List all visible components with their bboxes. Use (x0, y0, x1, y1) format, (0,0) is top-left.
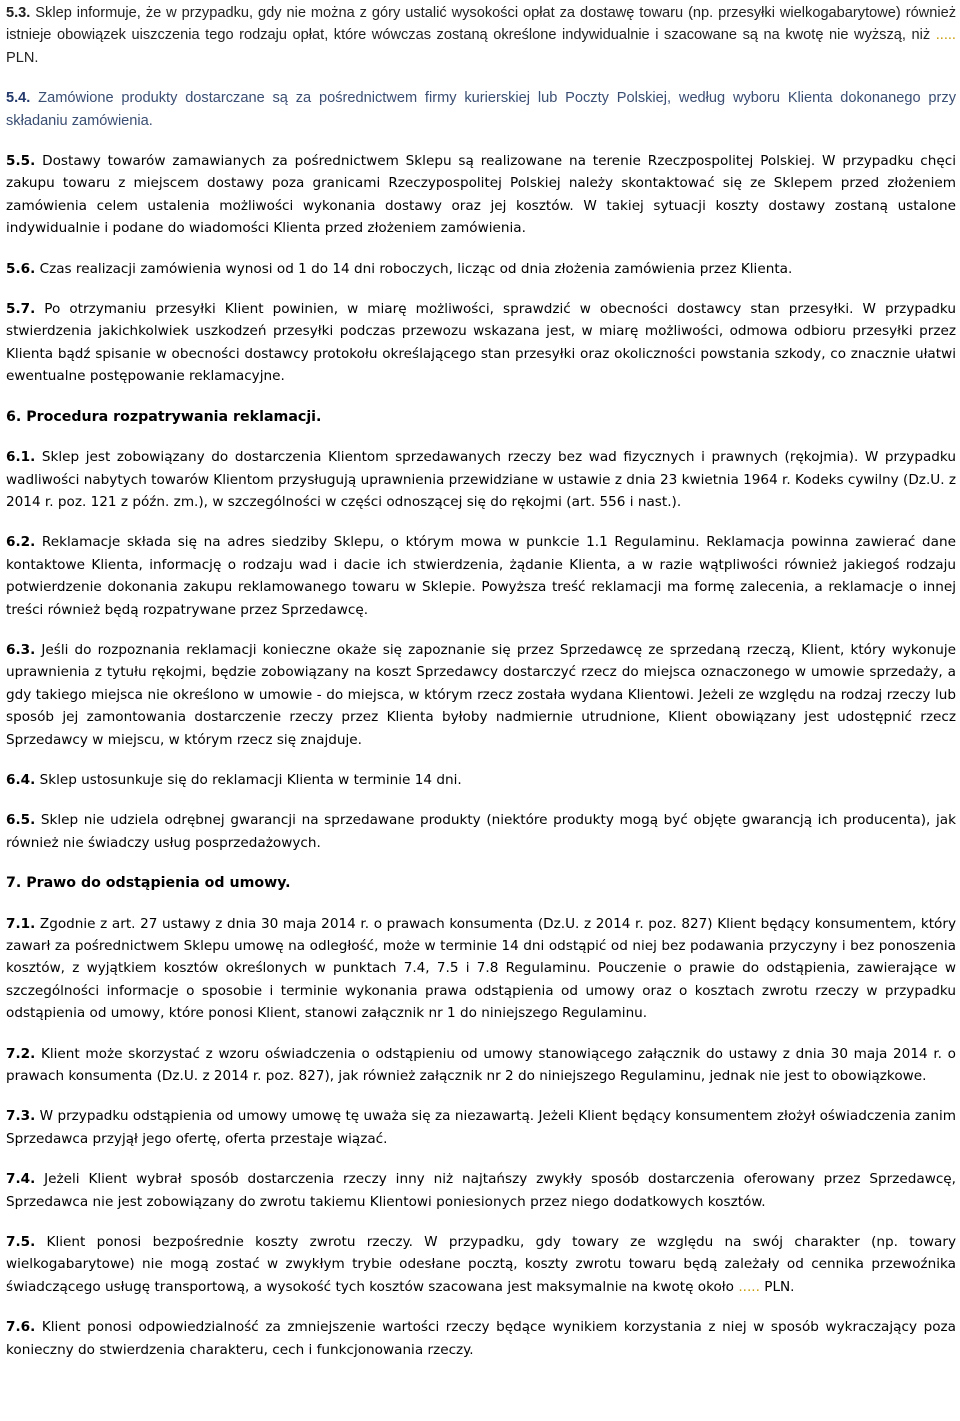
paragraph-text: Sklep nie udziela odrębnej gwarancji na sprzedawane produkty (niektóre produkty mogą być objęte gwarancją ich producenta), jak również nie świadczy usług posprzedażowych. (6, 812, 956, 851)
paragraph-5-6 (6, 258, 956, 280)
paragraph-5-5 (6, 150, 956, 240)
paragraph-text: Zgodnie z art. 27 ustawy z dnia 30 maja 2014 r. o prawach konsumenta (Dz.U. z 2014 r. poz. 827) Klient będący konsumentem, który zawarł za pośrednictwem Sklepu umowę na odległość, może w terminie 14 dni odstąpić od niej bez podawania przyczyny i bez ponoszenia kosztów, z wyjątkiem kosztów określonych w punktach 7.4, 7.5 i 7.8 Regulaminu. Pouczenie o prawie do odstąpienia, zawierające w szczególności informacje o sposobie i terminie wykonania prawa odstąpienia od umowy oraz o kosztach zwrotu rzeczy w przypadku odstąpienia od umowy, które ponosi Klient, stanowi załącznik nr 1 do niniejszego Regulaminu. (6, 915, 956, 1022)
section-heading-7: 7. Prawo do odstąpienia od umowy. (6, 875, 291, 892)
paragraph-text: Klient ponosi bezpośrednie koszty zwrotu rzeczy. W przypadku, gdy towary ze względu na swój charakter (np. towary wielkogabarytowe) nie mogą zostać w zwykłym trybie odesłane pocztą, koszty zwrotu towaru będą zależały od cennika przewoźnika świadczącego usługę transportową, a wysokość tych kosztów szacowana jest maksymalnie na kwotę około (6, 1234, 956, 1295)
paragraph-text: Sklep ustosunkuje się do reklamacji Klienta w terminie 14 dni. (35, 771, 462, 788)
paragraph-number: 7.2. (6, 1045, 36, 1062)
paragraph-number: 6.3. (6, 641, 36, 658)
paragraph-7-1 (6, 913, 956, 1025)
paragraph-6-4 (6, 769, 956, 791)
paragraph-text: Sklep jest zobowiązany do dostarczenia Klientom sprzedawanych rzeczy bez wad fizycznych i prawnych (rękojmia). W przypadku wadliwości nabytych towarów Klientom przysługują uprawnienia przewidziane w ustawie z dnia 23 kwietnia 1964 r. Kodeks cywilny (Dz.U. z 2014 r. poz. 121 z późn. zm.), w szczególności w części odnoszącej się do rękojmi (art. 556 i nast.). (6, 449, 956, 510)
paragraph-number: 6.1. (6, 449, 36, 466)
paragraph-7-3 (6, 1105, 956, 1150)
paragraph-text: Jeśli do rozpoznania reklamacji konieczne okaże się zapoznanie się przez Sprzedawcę ze sprzedaną rzeczą, Klient, który wykonuje uprawnienia z tytułu rękojmi, będzie zobowiązany na koszt Sprzedawcy dostarczyć rzecz do miejsca oznaczonego w umowie sprzedaży, a gdy takiego miejsca nie określono w umowie - do miejsca, w którym rzecz została wydana Klientowi. Jeżeli ze względu na rodzaj rzeczy lub sposób jej zamontowania dostarczenie rzeczy przez Klienta byłoby nadmiernie utrudnione, Klient obowiązany jest udostępnić rzecz Sprzedawcy w miejscu, w którym rzecz się znajduje. (6, 641, 956, 748)
paragraph-5-7 (6, 298, 956, 388)
paragraph-7-5 (6, 1231, 956, 1298)
paragraph-tail: PLN. (6, 49, 39, 66)
paragraph-number: 6.4. (6, 771, 36, 788)
paragraph-text: Reklamacje składa się na adres siedziby Sklepu, o którym mowa w punkcie 1.1 Regulaminu. Reklamacja powinna zawierać dane kontaktowe Klienta, informację o rodzaju wad i dacie ich stwierdzenia, żądanie Klienta, a w razie wątpliwości również jakiegoś rodzaju potwierdzenie dokonania zakupu reklamowanego towaru w Sklepie. Powyższa treść reklamacji ma formę zalecenia, a reklamacje o innej treści również będą rozpatrywane przez Sprzedawcę. (6, 534, 956, 618)
paragraph-number: 6.5. (6, 812, 36, 829)
paragraph-text: Sklep informuje, że w przypadku, gdy nie można z góry ustalić wysokości opłat za dostawę towaru (np. przesyłki wielkogabarytowe) również istnieje obowiązek uiszczenia tego rodzaju opłat, które wówczas zostaną określone indywidualnie i szacowane są na kwotę nie wyższą, niż (6, 5, 956, 44)
paragraph-number: 5.7. (6, 301, 36, 318)
paragraph-number: 5.5. (6, 153, 36, 170)
paragraph-number: 5.3. (6, 5, 31, 21)
paragraph-text: Dostawy towarów zamawianych za pośrednictwem Sklepu są realizowane na terenie Rzeczpospolitej Polskiej. W przypadku chęci zakupu towaru z miejscem dostawy poza granicami Rzeczypospolitej Polskiej należy skontaktować się ze Sklepem przed złożeniem zamówienia celem ustalenia możliwości wykonania dostawy oraz jej kosztów. W takiej sytuacji koszty dostawy zostaną ustalone indywidualnie i podane do wiadomości Klienta przed złożeniem zamówienia. (6, 153, 956, 237)
paragraph-text: Jeżeli Klient wybrał sposób dostarczenia rzeczy inny niż najtańszy zwykły sposób dostarczenia oferowany przez Sprzedawcę, Sprzedawca nie jest zobowiązany do zwrotu takiemu Klientowi poniesionych przez niego dodatkowych kosztów. (6, 1171, 956, 1210)
paragraph-tail: PLN. (759, 1278, 795, 1295)
paragraph-number: 7.3. (6, 1108, 36, 1125)
paragraph-text: Czas realizacji zamówienia wynosi od 1 do 14 dni roboczych, licząc od dnia złożenia zamówienia przez Klienta. (35, 260, 793, 277)
paragraph-6-1 (6, 446, 956, 513)
paragraph-text: W przypadku odstąpienia od umowy umowę tę uważa się za niezawartą. Jeżeli Klient będący konsumentem złożył oświadczenia zanim Sprzedawca przyjął jego ofertę, oferta przestaje wiązać. (6, 1108, 956, 1147)
paragraph-7-2 (6, 1043, 956, 1088)
paragraph-7-6 (6, 1316, 956, 1361)
paragraph-number: 5.4. (6, 90, 31, 107)
paragraph-text: Zamówione produkty dostarczane są za pośrednictwem firmy kurierskiej lub Poczty Polskiej, według wyboru Klienta dokonanego przy składaniu zamówienia. (6, 90, 956, 129)
paragraph-6-3 (6, 639, 956, 751)
paragraph-5-4 (6, 87, 956, 132)
paragraph-text: Klient może skorzystać z wzoru oświadczenia o odstąpieniu od umowy stanowiącego załącznik do ustawy z dnia 30 maja 2014 r. o prawach konsumenta (Dz.U. z 2014 r. poz. 827), jak również załącznik nr 2 do niniejszego Regulaminu, jednak nie jest to obowiązkowe. (6, 1045, 956, 1085)
section-heading-6: 6. Procedura rozpatrywania reklamacji. (6, 408, 322, 425)
paragraph-6-5 (6, 809, 956, 854)
placeholder-dots: ..... (738, 1278, 760, 1295)
paragraph-6-2 (6, 531, 956, 621)
paragraph-number: 7.6. (6, 1319, 36, 1336)
paragraph-number: 7.1. (6, 915, 36, 932)
paragraph-7-4 (6, 1168, 956, 1213)
paragraph-text: Klient ponosi odpowiedzialność za zmniejszenie wartości rzeczy będące wynikiem korzystania z niej w sposób wykraczający poza konieczny do stwierdzenia charakteru, cech i funkcjonowania rzeczy. (6, 1319, 956, 1358)
paragraph-number: 7.4. (6, 1171, 36, 1188)
paragraph-number: 7.5. (6, 1234, 36, 1251)
paragraph-number: 5.6. (6, 260, 36, 277)
placeholder-dots: ..... (935, 27, 956, 44)
paragraph-5-3 (6, 2, 956, 69)
paragraph-text: Po otrzymaniu przesyłki Klient powinien, w miarę możliwości, sprawdzić w obecności dostawcy stan przesyłki. W przypadku stwierdzenia jakichkolwiek uszkodzeń przesyłki podczas przewozu wskazana jest, w miarę możliwości, odmowa odbioru przesyłki przez Klienta bądź spisanie w obecności dostawcy protokołu określającego stan przesyłki oraz okoliczności powstania szkody, co znacznie ułatwi ewentualne postępowanie reklamacyjne. (6, 301, 956, 385)
paragraph-number: 6.2. (6, 534, 36, 551)
